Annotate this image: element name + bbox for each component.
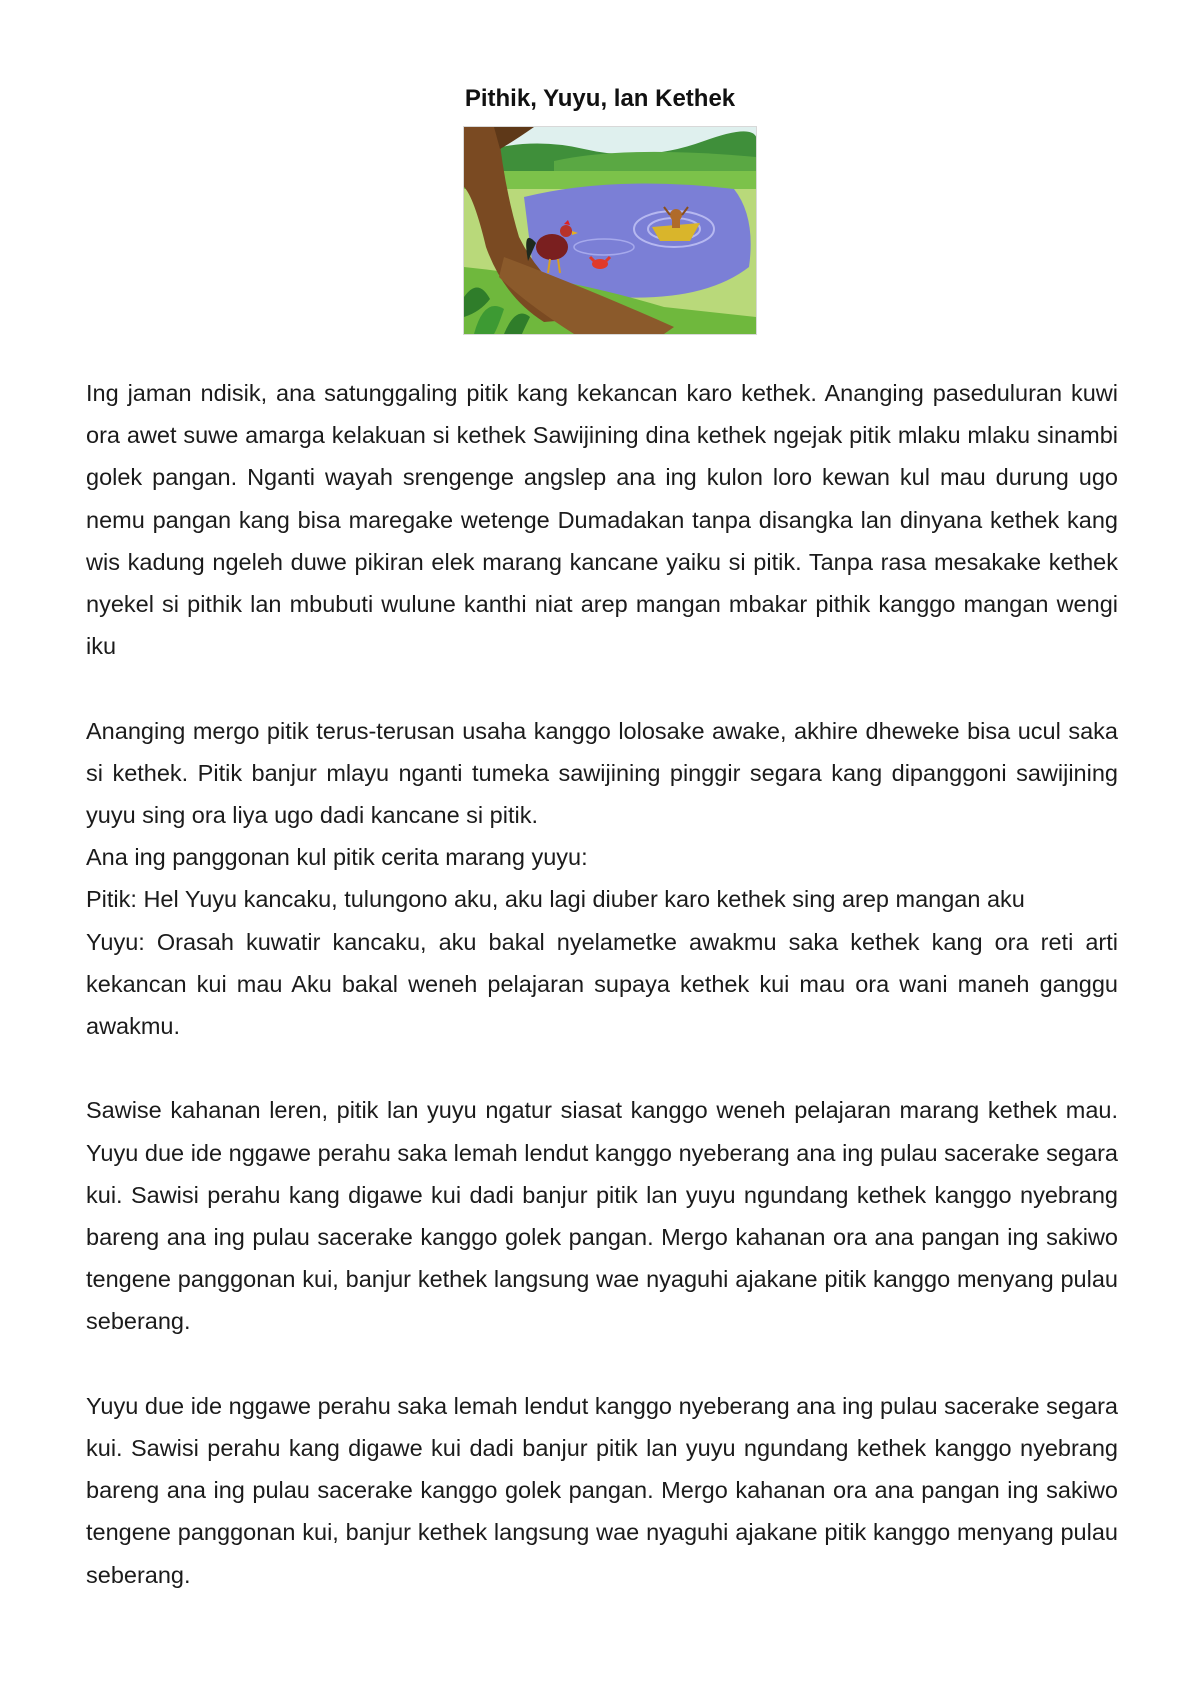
paragraph-spacer: [86, 1047, 1118, 1089]
story-body: [86, 372, 1118, 1596]
dialogue-yuyu: Yuyu: Orasah kuwatir kancaku, aku bakal nyelametke awakmu saka kethek kang ora reti arti kekancan kui mau Aku bakal weneh pelajaran supaya kethek kui mau ora wani maneh ganggu awakmu.: [86, 928, 1118, 1040]
page-title: Pithik, Yuyu, lan Kethek: [464, 85, 736, 112]
story-illustration: [463, 126, 757, 335]
paragraph-2: Ananging mergo pitik terus-terusan usaha kanggo lolosake awake, akhire dheweke bisa ucul saka si kethek. Pitik banjur mlayu nganti tumeka sawijining pinggir segara kang dipanggoni sawijining yuyu sing ora liya ugo dadi kancane si pitik.: [86, 717, 1118, 829]
dialogue-pitik: Pitik: Hel Yuyu kancaku, tulungono aku, aku lagi diuber karo kethek sing arep mangan aku: [86, 886, 1025, 913]
paragraph-spacer: [86, 667, 1118, 709]
paragraph-4: Sawise kahanan leren, pitik lan yuyu ngatur siasat kanggo weneh pelajaran marang kethek mau. Yuyu due ide nggawe perahu saka lemah lendut kanggo nyeberang ana ing pulau sacerake segara kui. Sawisi perahu kang digawe kui dadi banjur pitik lan yuyu ngundang kethek kanggo nyebrang bareng ana ing pulau sacerake kanggo golek pangan. Mergo kahanan ora ana pangan ing sakiwo tengene panggonan kui, banjur kethek langsung wae nyaguhi ajakane pitik kanggo menyang pulau seberang.: [86, 1097, 1118, 1335]
paragraph-5: Yuyu due ide nggawe perahu saka lemah lendut kanggo nyeberang ana ing pulau sacerake segara kui. Sawisi perahu kang digawe kui dadi banjur pitik lan yuyu ngundang kethek kanggo nyebrang bareng ana ing pulau sacerake kanggo golek pangan. Mergo kahanan ora ana pangan ing sakiwo tengene panggonan kui, banjur kethek langsung wae nyaguhi ajakane pitik kanggo menyang pulau seberang.: [86, 1392, 1118, 1588]
paragraph-3: Ana ing panggonan kul pitik cerita marang yuyu:: [86, 844, 588, 871]
paragraph-spacer: [86, 1343, 1118, 1385]
paragraph-1: Ing jaman ndisik, ana satunggaling pitik kang kekancan karo kethek. Ananging paseduluran kuwi ora awet suwe amarga kelakuan si kethek Sawijining dina kethek ngejak pitik mlaku mlaku sinambi golek pangan. Nganti wayah srengenge angslep ana ing kulon loro kewan kul mau durung ugo nemu pangan kang bisa maregake wetenge Dumadakan tanpa disangka lan dinyana kethek kang wis kadung ngeleh duwe pikiran elek marang kancane yaiku si pitik. Tanpa rasa mesakake kethek nyekel si pithik lan mbubuti wulune kanthi niat arep mangan mbakar pithik kanggo mangan wengi iku: [86, 380, 1118, 660]
rooster-crab-monkey-river-illustration-icon: [464, 127, 756, 334]
